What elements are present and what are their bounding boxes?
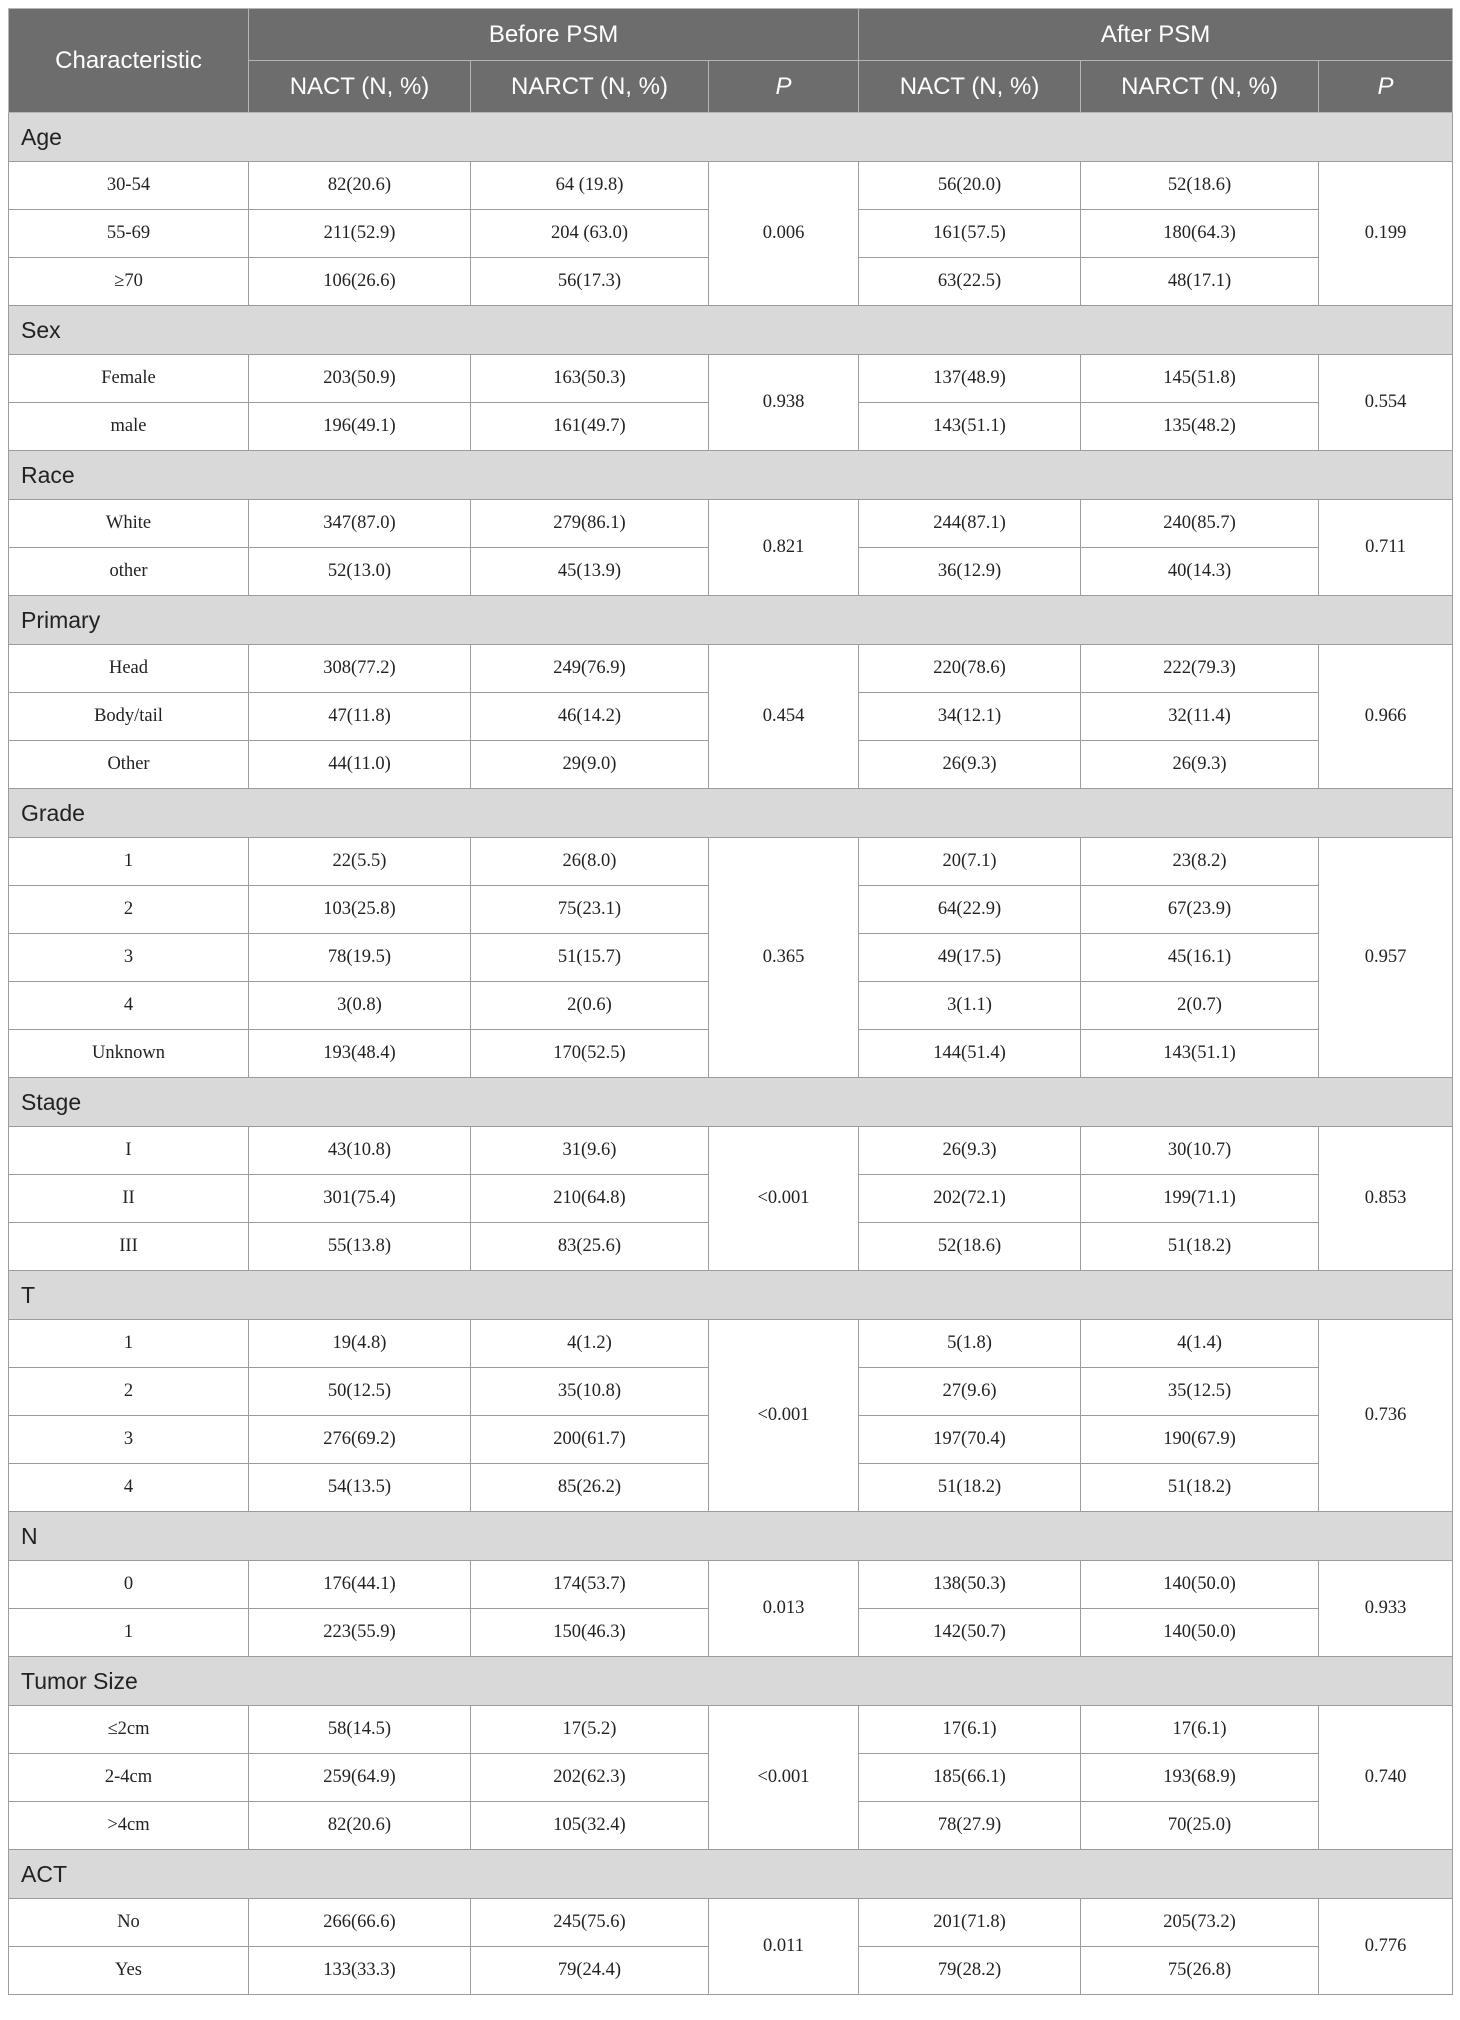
before-p-value: 0.454 bbox=[709, 645, 859, 789]
before-p-value: <0.001 bbox=[709, 1127, 859, 1271]
after-nact-value: 161(57.5) bbox=[859, 210, 1081, 258]
row-label: Female bbox=[9, 355, 249, 403]
before-nact-value: 47(11.8) bbox=[249, 693, 471, 741]
after-nact-value: 36(12.9) bbox=[859, 548, 1081, 596]
before-narct-value: 4(1.2) bbox=[471, 1320, 709, 1368]
before-narct-value: 17(5.2) bbox=[471, 1706, 709, 1754]
table-row bbox=[9, 1899, 1453, 1947]
before-p-value: 0.821 bbox=[709, 500, 859, 596]
group-header-row bbox=[9, 596, 1453, 645]
before-nact-value: 211(52.9) bbox=[249, 210, 471, 258]
group-header-row bbox=[9, 789, 1453, 838]
before-narct-value: 245(75.6) bbox=[471, 1899, 709, 1947]
after-narct-value: 4(1.4) bbox=[1081, 1320, 1319, 1368]
before-narct-value: 150(46.3) bbox=[471, 1609, 709, 1657]
before-narct-value: 202(62.3) bbox=[471, 1754, 709, 1802]
header-after-psm: After PSM bbox=[859, 9, 1453, 61]
before-narct-value: 79(24.4) bbox=[471, 1947, 709, 1995]
group-header-row bbox=[9, 1512, 1453, 1561]
after-nact-value: 244(87.1) bbox=[859, 500, 1081, 548]
row-label: 1 bbox=[9, 1320, 249, 1368]
group-label: T bbox=[9, 1271, 1453, 1320]
header-characteristic: Characteristic bbox=[9, 9, 249, 113]
before-narct-value: 29(9.0) bbox=[471, 741, 709, 789]
before-nact-value: 266(66.6) bbox=[249, 1899, 471, 1947]
header-after-nact: NACT (N, %) bbox=[859, 61, 1081, 113]
row-label: Other bbox=[9, 741, 249, 789]
row-label: 2-4cm bbox=[9, 1754, 249, 1802]
after-narct-value: 32(11.4) bbox=[1081, 693, 1319, 741]
before-p-value: <0.001 bbox=[709, 1706, 859, 1850]
before-narct-value: 45(13.9) bbox=[471, 548, 709, 596]
after-nact-value: 52(18.6) bbox=[859, 1223, 1081, 1271]
row-label: I bbox=[9, 1127, 249, 1175]
row-label: Body/tail bbox=[9, 693, 249, 741]
before-narct-value: 46(14.2) bbox=[471, 693, 709, 741]
after-narct-value: 145(51.8) bbox=[1081, 355, 1319, 403]
before-nact-value: 193(48.4) bbox=[249, 1030, 471, 1078]
group-header-row bbox=[9, 1850, 1453, 1899]
header-before-nact: NACT (N, %) bbox=[249, 61, 471, 113]
after-nact-value: 144(51.4) bbox=[859, 1030, 1081, 1078]
after-nact-value: 220(78.6) bbox=[859, 645, 1081, 693]
row-label: 4 bbox=[9, 982, 249, 1030]
row-label: Yes bbox=[9, 1947, 249, 1995]
after-nact-value: 63(22.5) bbox=[859, 258, 1081, 306]
before-nact-value: 58(14.5) bbox=[249, 1706, 471, 1754]
after-nact-value: 197(70.4) bbox=[859, 1416, 1081, 1464]
before-nact-value: 103(25.8) bbox=[249, 886, 471, 934]
before-narct-value: 35(10.8) bbox=[471, 1368, 709, 1416]
before-nact-value: 203(50.9) bbox=[249, 355, 471, 403]
after-p-value: 0.933 bbox=[1319, 1561, 1453, 1657]
after-narct-value: 222(79.3) bbox=[1081, 645, 1319, 693]
header-row-top bbox=[9, 9, 1453, 61]
after-p-value: 0.199 bbox=[1319, 162, 1453, 306]
header-after-narct: NARCT (N, %) bbox=[1081, 61, 1319, 113]
before-narct-value: 83(25.6) bbox=[471, 1223, 709, 1271]
group-label: Sex bbox=[9, 306, 1453, 355]
table-row bbox=[9, 162, 1453, 210]
before-narct-value: 56(17.3) bbox=[471, 258, 709, 306]
group-label: Primary bbox=[9, 596, 1453, 645]
table-row bbox=[9, 1561, 1453, 1609]
before-nact-value: 3(0.8) bbox=[249, 982, 471, 1030]
row-label: 1 bbox=[9, 1609, 249, 1657]
before-p-value: 0.006 bbox=[709, 162, 859, 306]
before-nact-value: 82(20.6) bbox=[249, 1802, 471, 1850]
before-p-value: <0.001 bbox=[709, 1320, 859, 1512]
before-nact-value: 308(77.2) bbox=[249, 645, 471, 693]
row-label: No bbox=[9, 1899, 249, 1947]
after-narct-value: 143(51.1) bbox=[1081, 1030, 1319, 1078]
before-narct-value: 279(86.1) bbox=[471, 500, 709, 548]
after-narct-value: 240(85.7) bbox=[1081, 500, 1319, 548]
after-narct-value: 40(14.3) bbox=[1081, 548, 1319, 596]
before-nact-value: 54(13.5) bbox=[249, 1464, 471, 1512]
after-nact-value: 3(1.1) bbox=[859, 982, 1081, 1030]
before-nact-value: 78(19.5) bbox=[249, 934, 471, 982]
table-body bbox=[9, 113, 1453, 1995]
row-label: 3 bbox=[9, 934, 249, 982]
before-nact-value: 106(26.6) bbox=[249, 258, 471, 306]
before-nact-value: 22(5.5) bbox=[249, 838, 471, 886]
header-before-narct: NARCT (N, %) bbox=[471, 61, 709, 113]
after-p-value: 0.957 bbox=[1319, 838, 1453, 1078]
group-header-row bbox=[9, 113, 1453, 162]
after-narct-value: 45(16.1) bbox=[1081, 934, 1319, 982]
row-label: 3 bbox=[9, 1416, 249, 1464]
after-nact-value: 138(50.3) bbox=[859, 1561, 1081, 1609]
before-nact-value: 19(4.8) bbox=[249, 1320, 471, 1368]
row-label: male bbox=[9, 403, 249, 451]
after-p-value: 0.740 bbox=[1319, 1706, 1453, 1850]
row-label: Head bbox=[9, 645, 249, 693]
after-nact-value: 142(50.7) bbox=[859, 1609, 1081, 1657]
table-row bbox=[9, 1127, 1453, 1175]
row-label: II bbox=[9, 1175, 249, 1223]
before-narct-value: 174(53.7) bbox=[471, 1561, 709, 1609]
after-nact-value: 20(7.1) bbox=[859, 838, 1081, 886]
before-nact-value: 55(13.8) bbox=[249, 1223, 471, 1271]
after-narct-value: 23(8.2) bbox=[1081, 838, 1319, 886]
row-label: 2 bbox=[9, 1368, 249, 1416]
before-nact-value: 276(69.2) bbox=[249, 1416, 471, 1464]
before-narct-value: 163(50.3) bbox=[471, 355, 709, 403]
after-nact-value: 34(12.1) bbox=[859, 693, 1081, 741]
after-narct-value: 51(18.2) bbox=[1081, 1223, 1319, 1271]
row-label: ≥70 bbox=[9, 258, 249, 306]
row-label: ≤2cm bbox=[9, 1706, 249, 1754]
row-label: III bbox=[9, 1223, 249, 1271]
before-p-value: 0.011 bbox=[709, 1899, 859, 1995]
before-nact-value: 52(13.0) bbox=[249, 548, 471, 596]
after-nact-value: 49(17.5) bbox=[859, 934, 1081, 982]
after-p-value: 0.554 bbox=[1319, 355, 1453, 451]
after-narct-value: 2(0.7) bbox=[1081, 982, 1319, 1030]
group-label: Stage bbox=[9, 1078, 1453, 1127]
before-p-value: 0.365 bbox=[709, 838, 859, 1078]
row-label: 55-69 bbox=[9, 210, 249, 258]
after-narct-value: 140(50.0) bbox=[1081, 1561, 1319, 1609]
after-narct-value: 135(48.2) bbox=[1081, 403, 1319, 451]
after-narct-value: 30(10.7) bbox=[1081, 1127, 1319, 1175]
before-nact-value: 223(55.9) bbox=[249, 1609, 471, 1657]
before-narct-value: 249(76.9) bbox=[471, 645, 709, 693]
after-nact-value: 26(9.3) bbox=[859, 1127, 1081, 1175]
after-p-value: 0.736 bbox=[1319, 1320, 1453, 1512]
group-header-row bbox=[9, 451, 1453, 500]
group-label: Race bbox=[9, 451, 1453, 500]
before-p-value: 0.938 bbox=[709, 355, 859, 451]
before-nact-value: 50(12.5) bbox=[249, 1368, 471, 1416]
table-row bbox=[9, 355, 1453, 403]
row-label: White bbox=[9, 500, 249, 548]
before-narct-value: 85(26.2) bbox=[471, 1464, 709, 1512]
table-row bbox=[9, 645, 1453, 693]
before-nact-value: 44(11.0) bbox=[249, 741, 471, 789]
before-nact-value: 347(87.0) bbox=[249, 500, 471, 548]
header-before-psm: Before PSM bbox=[249, 9, 859, 61]
after-narct-value: 193(68.9) bbox=[1081, 1754, 1319, 1802]
row-label: 2 bbox=[9, 886, 249, 934]
after-narct-value: 199(71.1) bbox=[1081, 1175, 1319, 1223]
group-header-row bbox=[9, 1271, 1453, 1320]
before-nact-value: 176(44.1) bbox=[249, 1561, 471, 1609]
psm-characteristics-table bbox=[8, 8, 1453, 1995]
group-label: ACT bbox=[9, 1850, 1453, 1899]
before-p-value: 0.013 bbox=[709, 1561, 859, 1657]
after-nact-value: 51(18.2) bbox=[859, 1464, 1081, 1512]
group-label: N bbox=[9, 1512, 1453, 1561]
row-label: 0 bbox=[9, 1561, 249, 1609]
before-narct-value: 210(64.8) bbox=[471, 1175, 709, 1223]
before-narct-value: 75(23.1) bbox=[471, 886, 709, 934]
after-nact-value: 201(71.8) bbox=[859, 1899, 1081, 1947]
before-narct-value: 161(49.7) bbox=[471, 403, 709, 451]
group-label: Grade bbox=[9, 789, 1453, 838]
before-nact-value: 82(20.6) bbox=[249, 162, 471, 210]
after-p-value: 0.853 bbox=[1319, 1127, 1453, 1271]
after-nact-value: 17(6.1) bbox=[859, 1706, 1081, 1754]
group-header-row bbox=[9, 306, 1453, 355]
before-nact-value: 133(33.3) bbox=[249, 1947, 471, 1995]
before-narct-value: 2(0.6) bbox=[471, 982, 709, 1030]
before-narct-value: 105(32.4) bbox=[471, 1802, 709, 1850]
after-narct-value: 52(18.6) bbox=[1081, 162, 1319, 210]
header-after-p: P bbox=[1319, 61, 1453, 113]
after-nact-value: 185(66.1) bbox=[859, 1754, 1081, 1802]
row-label: Unknown bbox=[9, 1030, 249, 1078]
after-narct-value: 26(9.3) bbox=[1081, 741, 1319, 789]
after-nact-value: 79(28.2) bbox=[859, 1947, 1081, 1995]
after-narct-value: 70(25.0) bbox=[1081, 1802, 1319, 1850]
before-nact-value: 196(49.1) bbox=[249, 403, 471, 451]
row-label: 4 bbox=[9, 1464, 249, 1512]
after-narct-value: 17(6.1) bbox=[1081, 1706, 1319, 1754]
before-narct-value: 64 (19.8) bbox=[471, 162, 709, 210]
before-narct-value: 204 (63.0) bbox=[471, 210, 709, 258]
after-narct-value: 35(12.5) bbox=[1081, 1368, 1319, 1416]
after-nact-value: 137(48.9) bbox=[859, 355, 1081, 403]
psm-characteristics-table-container bbox=[8, 8, 1452, 1995]
table-header bbox=[9, 9, 1453, 113]
before-nact-value: 43(10.8) bbox=[249, 1127, 471, 1175]
after-narct-value: 140(50.0) bbox=[1081, 1609, 1319, 1657]
after-p-value: 0.776 bbox=[1319, 1899, 1453, 1995]
row-label: other bbox=[9, 548, 249, 596]
table-row bbox=[9, 1320, 1453, 1368]
after-narct-value: 48(17.1) bbox=[1081, 258, 1319, 306]
after-nact-value: 202(72.1) bbox=[859, 1175, 1081, 1223]
after-narct-value: 75(26.8) bbox=[1081, 1947, 1319, 1995]
after-nact-value: 56(20.0) bbox=[859, 162, 1081, 210]
group-label: Tumor Size bbox=[9, 1657, 1453, 1706]
before-narct-value: 31(9.6) bbox=[471, 1127, 709, 1175]
after-narct-value: 205(73.2) bbox=[1081, 1899, 1319, 1947]
group-header-row bbox=[9, 1078, 1453, 1127]
after-nact-value: 27(9.6) bbox=[859, 1368, 1081, 1416]
after-nact-value: 5(1.8) bbox=[859, 1320, 1081, 1368]
table-row bbox=[9, 1706, 1453, 1754]
after-nact-value: 26(9.3) bbox=[859, 741, 1081, 789]
row-label: 30-54 bbox=[9, 162, 249, 210]
before-nact-value: 259(64.9) bbox=[249, 1754, 471, 1802]
row-label: 1 bbox=[9, 838, 249, 886]
after-nact-value: 143(51.1) bbox=[859, 403, 1081, 451]
after-nact-value: 64(22.9) bbox=[859, 886, 1081, 934]
group-header-row bbox=[9, 1657, 1453, 1706]
row-label: >4cm bbox=[9, 1802, 249, 1850]
before-narct-value: 26(8.0) bbox=[471, 838, 709, 886]
after-narct-value: 51(18.2) bbox=[1081, 1464, 1319, 1512]
before-narct-value: 200(61.7) bbox=[471, 1416, 709, 1464]
after-narct-value: 67(23.9) bbox=[1081, 886, 1319, 934]
before-narct-value: 170(52.5) bbox=[471, 1030, 709, 1078]
after-p-value: 0.711 bbox=[1319, 500, 1453, 596]
header-before-p: P bbox=[709, 61, 859, 113]
table-row bbox=[9, 500, 1453, 548]
after-narct-value: 190(67.9) bbox=[1081, 1416, 1319, 1464]
table-row bbox=[9, 838, 1453, 886]
after-narct-value: 180(64.3) bbox=[1081, 210, 1319, 258]
group-label: Age bbox=[9, 113, 1453, 162]
before-narct-value: 51(15.7) bbox=[471, 934, 709, 982]
after-p-value: 0.966 bbox=[1319, 645, 1453, 789]
after-nact-value: 78(27.9) bbox=[859, 1802, 1081, 1850]
before-nact-value: 301(75.4) bbox=[249, 1175, 471, 1223]
